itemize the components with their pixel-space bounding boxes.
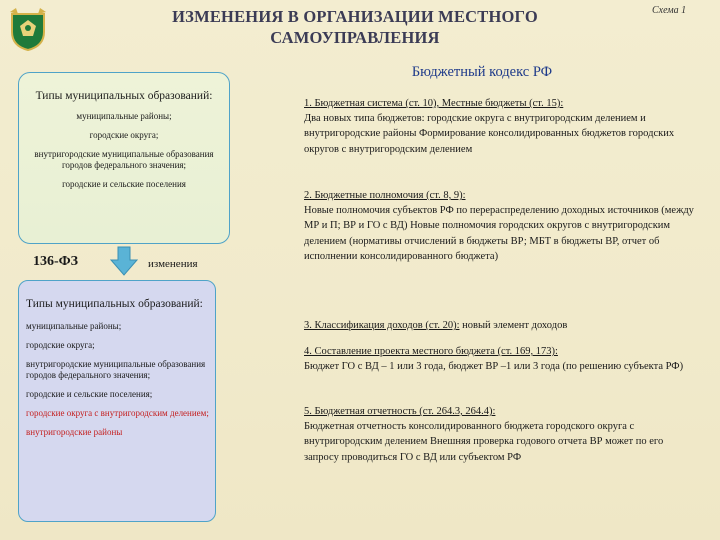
- section-heading: 2. Бюджетные полномочия (ст. 8, 9):: [304, 190, 466, 201]
- old-type-item: внутригородские муниципальные образования городов федерального значения;: [34, 149, 214, 170]
- changes-label: изменения: [148, 258, 198, 270]
- section-text: Бюджет ГО с ВД – 1 или 3 года, бюджет ВР –1 или 3 года (по решению субъекта РФ): [304, 361, 684, 373]
- section-budget-reporting: [304, 404, 696, 465]
- new-types-heading: Типы муниципальных образований:: [26, 298, 203, 310]
- old-types-box: [18, 72, 230, 244]
- section-text: новый элемент доходов: [459, 320, 568, 331]
- section-heading: 1. Бюджетная система (ст. 10), Местные бюджеты (ст. 15):: [304, 98, 564, 109]
- new-types-box: [18, 280, 216, 522]
- coat-of-arms-icon: [6, 6, 50, 52]
- section-budget-powers: [304, 188, 696, 264]
- law-number: 136-ФЗ: [33, 254, 79, 269]
- section-budget-system: [304, 96, 696, 157]
- new-type-item: муниципальные районы;: [26, 321, 122, 331]
- new-type-item-added: внутригородские районы: [26, 427, 123, 437]
- page-title: [120, 6, 590, 48]
- new-type-item-added: городские округа с внутригородским делением;: [26, 408, 209, 418]
- title-line-2: САМОУПРАВЛЕНИЯ: [270, 28, 440, 47]
- title-line-1: ИЗМЕНЕНИЯ В ОРГАНИЗАЦИИ МЕСТНОГО: [172, 7, 538, 26]
- old-types-heading: Типы муниципальных образований:: [35, 90, 213, 102]
- section-text: Бюджетная отчетность консолидированного бюджета городского округа с внутригородским делением Внешняя проверка годового отчета ВР может по его запросу проводиться ГО с ВД или субъектом РФ: [304, 421, 664, 463]
- old-type-item: муниципальные районы;: [76, 111, 172, 121]
- section-income-classification: [304, 318, 696, 333]
- old-type-item: городские и сельские поселения: [62, 179, 186, 189]
- section-text: Два новых типа бюджетов: городские округа с внутригородским делением и внутригородские районы Формирование консолидированных бюджетов городских округов с внутригородским делением: [304, 113, 675, 155]
- new-type-item: городские и сельские поселения;: [26, 389, 153, 399]
- section-heading: 4. Составление проекта местного бюджета (ст. 169, 173):: [304, 346, 558, 357]
- section-budget-drafting: [304, 344, 696, 374]
- section-text: Новые полномочия субъектов РФ по перераспределению доходных источников (между МР и П; ВР и ГО с ВД) Новые полномочия городских округов с внутригородским делением (нормативы отчислений в бюджеты ВР; МБТ в бюджеты ВР, отчет об исполнении консолидированного бюджета): [304, 205, 694, 262]
- scheme-label: Схема 1: [652, 5, 687, 16]
- new-type-item: городские округа;: [26, 340, 95, 350]
- arrow-down-icon: [110, 246, 138, 276]
- section-heading: 3. Классификация доходов (ст. 20):: [304, 320, 460, 331]
- budget-code-heading: Бюджетный кодекс РФ: [411, 64, 553, 80]
- section-heading: 5. Бюджетная отчетность (ст. 264.3, 264.4):: [304, 406, 496, 417]
- new-type-item: внутригородские муниципальные образования городов федерального значения;: [26, 359, 206, 380]
- old-type-item: городские округа;: [89, 130, 159, 140]
